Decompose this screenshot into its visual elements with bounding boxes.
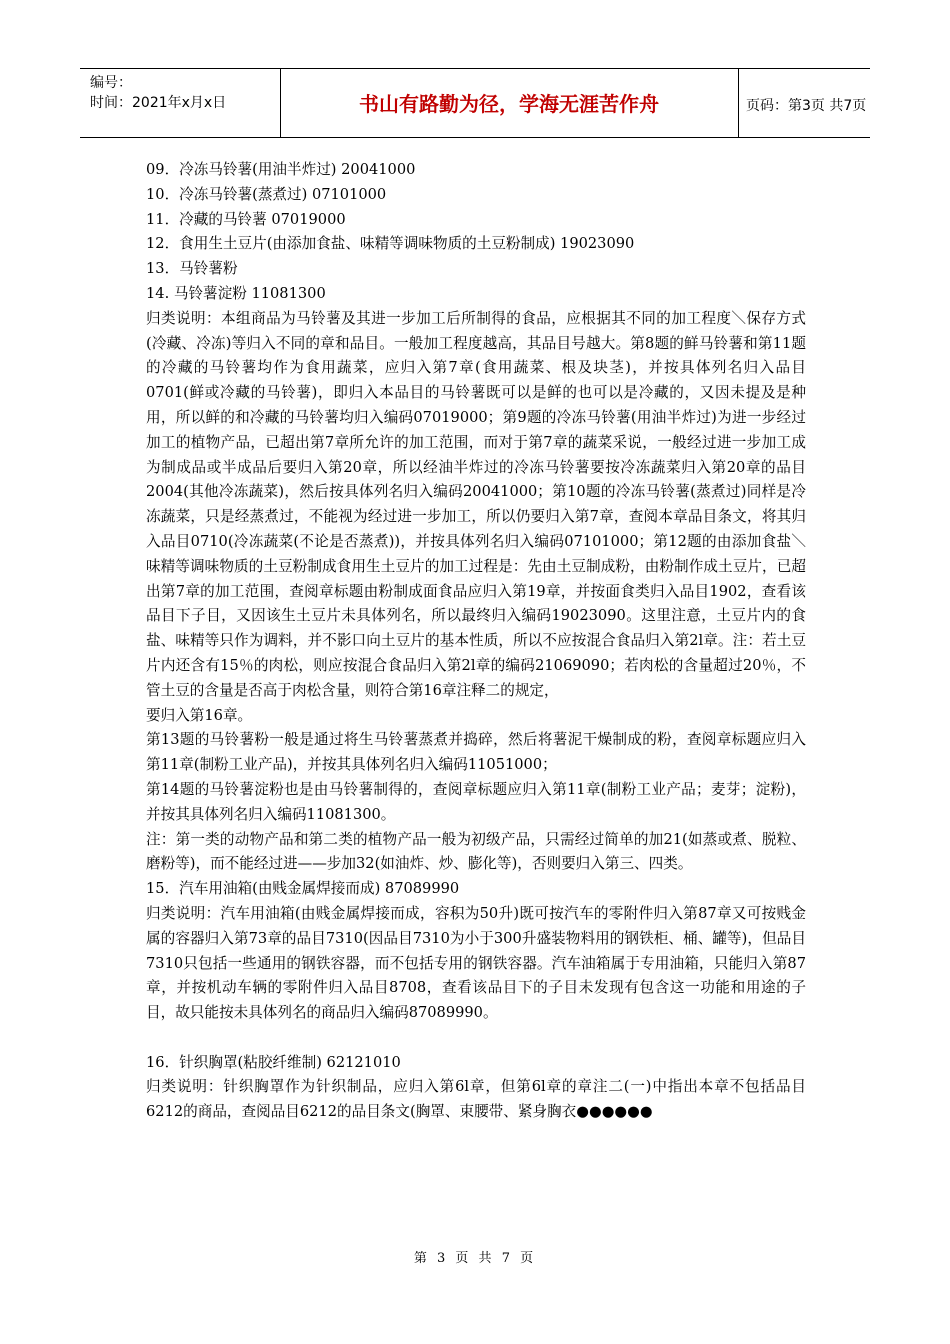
header-motto: 书山有路勤为径，学海无涯苦作舟 <box>359 92 659 116</box>
general-note: 注：第一类的动物产品和第二类的植物产品一般为初级产品，只需经过简单的加21(如蒸或煮、脱粒、磨粉等)，而不能经过进——步加32(如油炸、炒、膨化等)，否则要归入第三、四类。 <box>146 830 806 873</box>
classification-note-potato: 归类说明：本组商品为马铃薯及其进一步加工后所制得的食品，应根据其不同的加工程度＼保存方式(冷藏、冷冻)等归入不同的章和品目。一般加工程度越高，其品目号越大。第8题的鲜马铃薯和第11题的冷藏的马铃薯均作为食用蔬菜，应归入第7章(食用蔬菜、根及块茎)，并按具体列名归入品目0701(鲜或冷藏的马铃薯)，即归入本品目的马铃薯既可以是鲜的也可以是冷藏的，又因未提及是种用，所以鲜的和冷藏的马铃薯均归入编码07019000；第9题的冷冻马铃薯(用油半炸过)为进一步经过加工的植物产品，已超出第7章所允许的加工范围，而对于第7章的蔬菜采说，一般经过进一步加工成为制成品或半成品后要归入第20章，所以经油半炸过的冷冻马铃薯要按冷冻蔬菜归入第20章的品目2004(其他冷冻蔬菜)，然后按具体列名归入编码20041000；第10题的冷冻马铃薯(蒸煮过)同样是冷冻蔬菜，只是经蒸煮过，不能视为经过进一步加工，所以仍要归入第7章，查阅本章品目条文，将其归入品目0710(冷冻蔬菜(不论是否蒸煮))，并按具体列名归入编码07101000；第12题的由添加食盐＼味精等调味物质的土豆粉制成食用生土豆片的加工过程是：先由土豆制成粉，由粉制作成土豆片，已超出第7章的加工范围，查阅章标题由粉制成面食品应归入第19章，并按面食类归入品目1902，查看该品目下子目，又因该生土豆片未具体列名，所以最终归入编码19023090。这里注意，土豆片内的食盐、味精等只作为调料，并不影口向土豆片的基本性质，所以不应按混合食品归入第2l章。注：若土豆片内还含有15％的肉松，则应按混合食品归入第2l章的编码21069090；若肉松的含量超过20％，不管土豆的含量是否高于肉松含量，则符合第16章注释二的规定， <box>146 309 806 699</box>
classification-note-potato-end: 要归入第16章。 <box>146 706 253 724</box>
header-meta <box>80 69 281 137</box>
document-code-label: 编号： <box>90 75 132 91</box>
classification-note-fuel-tank: 归类说明：汽车用油箱(由贱金属焊接而成，容积为50升)既可按汽车的零附件归入第87章又可按贱金属的容器归入第73章的品目7310(因品目7310为小于300升盛装物料用的钢铁柜、桶、罐等)，但品目7310只包括一些通用的钢铁容器，而不包括专用的钢铁容器。汽车油箱属于专用油箱，只能归入第87章，并按机动车辆的零附件归入品目8708，查看该品目下的子目未发现有包含这一功能和用途的子目，故只能按未具体列名的商品归入编码87089990。 <box>146 904 806 1022</box>
header-motto-cell <box>280 69 739 137</box>
item-14: 14. 马铃薯淀粉 11081300 <box>146 284 326 302</box>
item-11: 11．冷藏的马铃薯 07019000 <box>146 210 346 228</box>
classification-note-bra: 归类说明：针织胸罩作为针织制品，应归入第6l章，但第6l章的章注二(一)中指出本章不包括品目6212的商品，查阅品目6212的品目条文(胸罩、束腰带、紧身胸衣●●●●●● <box>146 1078 806 1121</box>
item-09: 09．冷冻马铃薯(用油半炸过) 20041000 <box>146 161 416 178</box>
item-10: 10．冷冻马铃薯(蒸煮过) 07101000 <box>146 185 387 203</box>
page-header <box>80 68 870 138</box>
item-16: 16．针织胸罩(粘胶纤维制) 62121010 <box>146 1053 401 1071</box>
document-date: 时间：2021年x月x日 <box>90 95 227 111</box>
note-item-14: 第14题的马铃薯淀粉也是由马铃薯制得的，查阅章标题应归入第11章(制粉工业产品；麦芽；淀粉)，并按其具体列名归入编码11081300。 <box>146 780 806 823</box>
page-footer: 第 3 页 共 7 页 <box>413 1251 537 1266</box>
blank-line <box>146 1026 806 1051</box>
header-page-number: 页码：第3页 共7页 <box>746 98 867 114</box>
header-page-cell <box>738 69 870 137</box>
document-body <box>146 158 806 1125</box>
item-13: 13．马铃薯粉 <box>146 260 238 278</box>
item-12: 12．食用生土豆片(由添加食盐、味精等调味物质的土豆粉制成) 19023090 <box>146 235 635 253</box>
item-15: 15．汽车用油箱(由贱金属焊接而成) 87089990 <box>146 880 460 898</box>
note-item-13: 第13题的马铃薯粉一般是通过将生马铃薯蒸煮并捣碎，然后将薯泥干燥制成的粉，查阅章标题应归入第11章(制粉工业产品)，并按其具体列名归入编码11051000； <box>146 731 806 774</box>
